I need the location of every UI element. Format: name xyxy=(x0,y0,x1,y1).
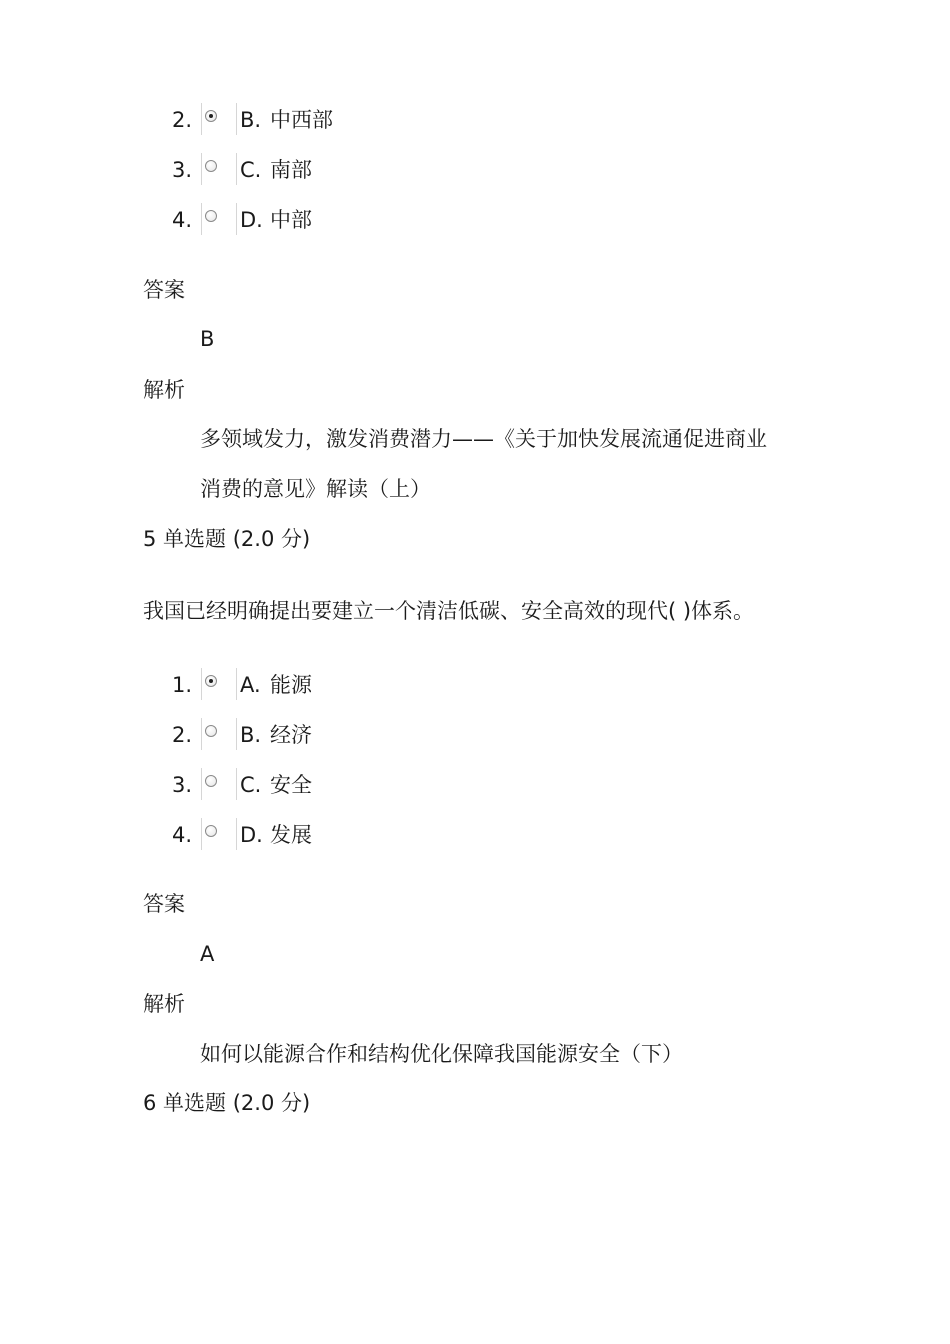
radio-button-icon[interactable] xyxy=(205,775,217,787)
option-text: 发展 xyxy=(270,823,312,847)
analysis-text-line1: 如何以能源合作和结构优化保障我国能源安全（下） xyxy=(200,1042,683,1066)
option-letter: C. xyxy=(240,773,262,797)
option-letter: D. xyxy=(240,823,263,847)
option-number: 3. xyxy=(172,773,193,797)
analysis-label: 解析 xyxy=(143,992,185,1016)
radio-cell[interactable] xyxy=(201,818,237,850)
option-letter: B. xyxy=(240,723,262,747)
option-text: 中部 xyxy=(270,208,312,232)
option-number: 1. xyxy=(172,673,193,697)
option-number: 2. xyxy=(172,108,193,132)
radio-button-icon[interactable] xyxy=(205,160,217,172)
radio-button-icon[interactable] xyxy=(205,725,217,737)
radio-button-checked-icon[interactable] xyxy=(205,675,217,687)
option-number: 3. xyxy=(172,158,193,182)
radio-cell[interactable] xyxy=(201,768,237,800)
radio-cell[interactable] xyxy=(201,718,237,750)
option-number: 2. xyxy=(172,723,193,747)
option-number: 4. xyxy=(172,823,193,847)
option-letter: C. xyxy=(240,158,262,182)
answer-label: 答案 xyxy=(143,278,185,302)
radio-button-icon[interactable] xyxy=(205,825,217,837)
radio-cell[interactable] xyxy=(201,153,237,185)
question-header: 6 单选题 (2.0 分) xyxy=(143,1091,311,1115)
question-header: 5 单选题 (2.0 分) xyxy=(143,527,311,551)
radio-cell[interactable] xyxy=(201,103,237,135)
option-letter: D. xyxy=(240,208,263,232)
radio-cell[interactable] xyxy=(201,203,237,235)
option-letter: B. xyxy=(240,108,262,132)
analysis-text-line1: 多领域发力，激发消费潜力——《关于加快发展流通促进商业 xyxy=(200,427,767,451)
analysis-label: 解析 xyxy=(143,378,185,402)
question-text: 我国已经明确提出要建立一个清洁低碳、安全高效的现代( )体系。 xyxy=(143,599,755,623)
option-number: 4. xyxy=(172,208,193,232)
option-text: 南部 xyxy=(270,158,312,182)
radio-cell[interactable] xyxy=(201,668,237,700)
option-letter: A. xyxy=(240,673,261,697)
answer-value: A xyxy=(200,942,215,966)
answer-value: B xyxy=(200,327,215,351)
option-text: 安全 xyxy=(270,773,312,797)
option-text: 经济 xyxy=(270,723,312,747)
radio-button-checked-icon[interactable] xyxy=(205,110,217,122)
radio-button-icon[interactable] xyxy=(205,210,217,222)
analysis-text-line2: 消费的意见》解读（上） xyxy=(200,477,431,501)
option-text: 能源 xyxy=(270,673,312,697)
answer-label: 答案 xyxy=(143,892,185,916)
option-text: 中西部 xyxy=(270,108,333,132)
